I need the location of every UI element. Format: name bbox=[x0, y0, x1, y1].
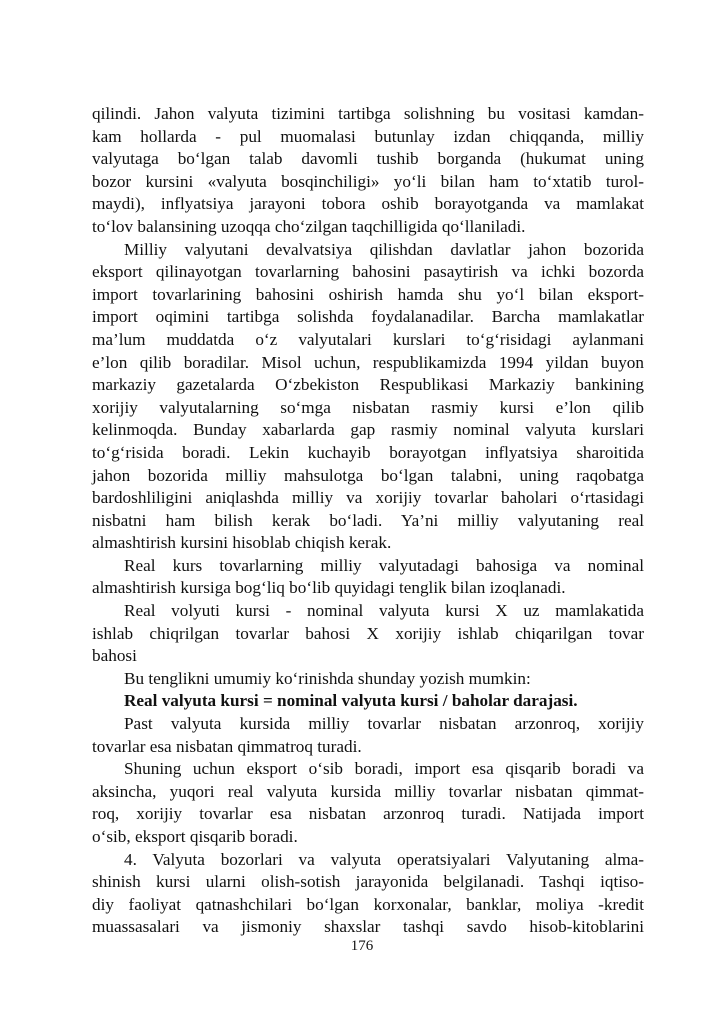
text-line: bahosi bbox=[92, 646, 137, 666]
text-line: valyutaga bo‘lgan talab davomli tushib borganda (hukumat uning bbox=[92, 149, 644, 169]
text-line: eksport qilinayotgan tovarlarning bahosini pasaytirish va ichki bozorda bbox=[92, 262, 644, 282]
text-line: ishlab chiqrilgan tovarlar bahosi X xorijiy ishlab chiqarilgan tovar bbox=[92, 623, 644, 643]
text-line: xorijiy valyutalarning so‘mga nisbatan rasmiy kursi e’lon qilib bbox=[92, 397, 644, 417]
text-line: diy faoliyat qatnashchilari bo‘lgan korxonalar, banklar, moliya -kredit bbox=[92, 894, 644, 914]
page-number: 176 bbox=[350, 938, 374, 954]
text-line: roq, xorijiy tovarlar esa nisbatan arzonroq turadi. Natijada import bbox=[92, 804, 644, 824]
text-line: import oqimini tartibga solishda foydalanadilar. Barcha mamlakatlar bbox=[92, 307, 644, 327]
text-line: e’lon qilib boradilar. Misol uchun, respublikamizda 1994 yildan buyon bbox=[92, 352, 644, 372]
text-line: shinish kursi ularni olish-sotish jarayonida belgilanadi. Tashqi iqtiso- bbox=[92, 872, 644, 892]
text-line: Bu tenglikni umumiy ko‘rinishda shunday yozish mumkin: bbox=[124, 668, 531, 688]
text-line: 4. Valyuta bozorlari va valyuta operatsiyalari Valyutaning alma- bbox=[124, 849, 644, 869]
text-line: Milliy valyutani devalvatsiya qilishdan davlatlar jahon bozorida bbox=[124, 239, 644, 259]
text-line: jahon bozorida milliy mahsulotga bo‘lgan talabni, uning raqobatga bbox=[92, 465, 644, 485]
text-line: kelinmoqda. Bunday xabarlarda gap rasmiy nominal valyuta kurslari bbox=[92, 420, 644, 440]
text-line: almashtirish kursini hisoblab chiqish kerak. bbox=[92, 533, 392, 553]
text-line: ma’lum muddatda o‘z valyutalari kurslari to‘g‘risidagi aylanmani bbox=[92, 329, 644, 349]
text-line: muassasalari va jismoniy shaxslar tashqi savdo hisob-kitoblarini bbox=[92, 917, 644, 937]
text-line: aksincha, yuqori real valyuta kursida milliy tovarlar nisbatan qimmat- bbox=[92, 781, 644, 801]
text-line: Real kurs tovarlarning milliy valyutadagi bahosiga va nominal bbox=[124, 555, 644, 575]
formula-line: Real valyuta kursi = nominal valyuta kursi / baholar darajasi. bbox=[124, 691, 578, 711]
text-line: to‘lov balansining uzoqqa cho‘zilgan taqchilligida qo‘llaniladi. bbox=[92, 216, 526, 236]
text-line: bardoshliligini aniqlashda milliy va xorijiy tovarlar baholari o‘rtasidagi bbox=[92, 488, 644, 508]
text-line: Real volyuti kursi - nominal valyuta kursi X uz mamlakatida bbox=[124, 601, 644, 621]
text-line: qilindi. Jahon valyuta tizimini tartibga solishning bu vositasi kamdan- bbox=[92, 104, 644, 123]
page-body bbox=[92, 103, 644, 939]
text-line: Shuning uchun eksport o‘sib boradi, import esa qisqarib boradi va bbox=[124, 759, 644, 779]
text-line: nisbatni ham bilish kerak bo‘ladi. Ya’ni milliy valyutaning real bbox=[92, 510, 644, 530]
text-line: almashtirish kursiga bog‘liq bo‘lib quyidagi tenglik bilan izoqlanadi. bbox=[92, 578, 566, 598]
text-line: markaziy gazetalarda O‘zbekiston Respublikasi Markaziy bankining bbox=[92, 375, 644, 395]
text-line: tovarlar esa nisbatan qimmatroq turadi. bbox=[92, 736, 362, 756]
text-line: Past valyuta kursida milliy tovarlar nisbatan arzonroq, xorijiy bbox=[124, 714, 644, 734]
text-line: o‘sib, eksport qisqarib boradi. bbox=[92, 827, 298, 846]
text-line: maydi), inflyatsiya jarayoni tobora oshib borayotganda va mamlakat bbox=[92, 194, 644, 214]
text-line: bozor kursini «valyuta bosqinchiligi» yo‘li bilan ham to‘xtatib turol- bbox=[92, 171, 644, 191]
text-line: kam hollarda - pul muomalasi butunlay izdan chiqqanda, milliy bbox=[92, 126, 644, 146]
text-line: import tovarlarining bahosini oshirish hamda shu yo‘l bilan eksport- bbox=[92, 284, 644, 304]
text-line: to‘g‘risida boradi. Lekin kuchayib borayotgan inflyatsiya sharoitida bbox=[92, 442, 644, 462]
